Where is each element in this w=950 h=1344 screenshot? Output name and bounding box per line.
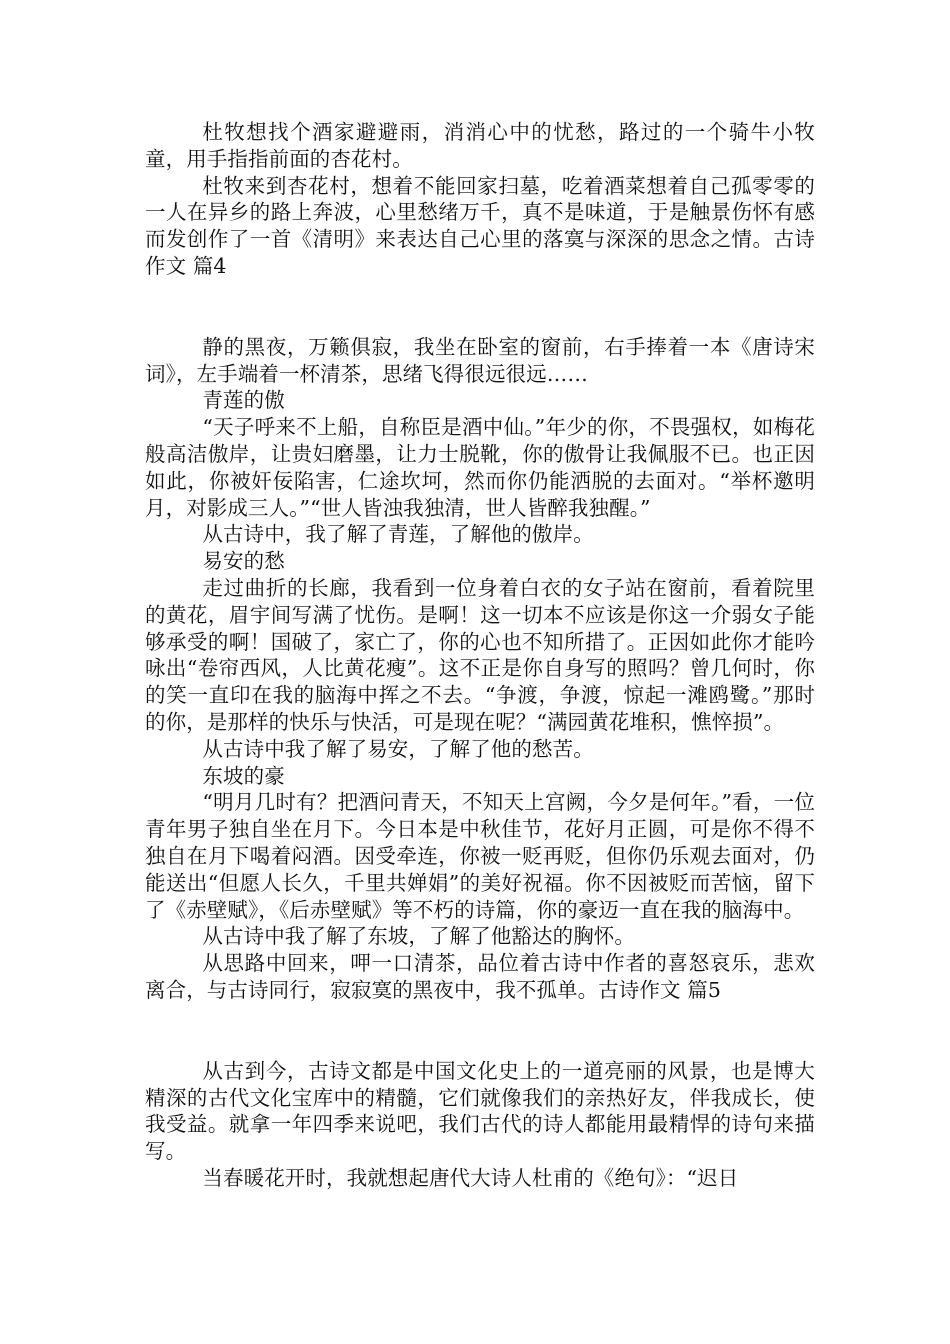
blank-space <box>145 1004 815 1058</box>
paragraph: 静的黑夜，万籁俱寂，我坐在卧室的窗前，右手捧着一本《唐诗宋词》，左手端着一杯清茶，思绪飞得很远很远…… <box>145 334 815 386</box>
paragraph: 从古诗中我了解了东坡，了解了他豁达的胸怀。 <box>202 924 635 949</box>
section-heading: 易安的愁 <box>202 549 285 574</box>
paragraph: 走过曲折的长廊，我看到一位身着白衣的女子站在窗前，看着院里的黄花，眉宇间写满了忧伤。是啊！这一切本不应该是你这一介弱女子能够承受的啊！国破了，家亡了，你的心也不知所措了。正因如此你才能吟咏出“卷帘西风，人比黄花瘦”。这不正是你自身写的照吗？曾几何时，你的笑一直印在我的脑海中挥之不去。“争渡，争渡，惊起一滩鸥鹭。”那时的你，是那样的快乐与快活，可是现在呢？“满园黄花堆积，憔悴损”。 <box>145 575 815 734</box>
section-heading: 青莲的傲 <box>202 388 285 413</box>
paragraph: 从古诗中我了解了易安，了解了他的愁苦。 <box>202 736 594 761</box>
paragraph: 从思路中回来，呷一口清茶，品位着古诗中作者的喜怒哀乐，悲欢离合，与古诗同行，寂寂寞的黑夜中，我不孤单。古诗作文 篇5 <box>145 951 815 1002</box>
paragraph: “明月几时有？把酒问青天，不知天上宫阙，今夕是何年。”看，一位青年男子独自坐在月下。今日本是中秋佳节，花好月正圆，可是你不得不独自在月下喝着闷酒。因受牵连，你被一贬再贬，但你仍乐观去面对，仍能送出“但愿人长久，千里共婵娟”的美好祝福。你不因被贬而苦恼，留下了《赤壁赋》，《后赤壁赋》等不朽的诗篇，你的豪迈一直在我的脑海中。 <box>145 790 815 922</box>
paragraph: 从古到今，古诗文都是中国文化史上的一道亮丽的风景，也是博大精深的古代文化宝库中的精髓，它们就像我们的亲热好友，伴我成长，使我受益。就拿一年四季来说吧，我们古代的诗人都能用最精悍的诗句来描写。 <box>145 1058 815 1164</box>
paragraph: 杜牧想找个酒家避避雨，消消心中的忧愁，路过的一个骑牛小牧童，用手指指前面的杏花村。 <box>145 120 815 171</box>
paragraph: “天子呼来不上船，自称臣是酒中仙。”年少的你，不畏强权，如梅花般高洁傲岸，让贵妇磨墨，让力士脱靴，你的傲骨让我佩服不已。也正因如此，你被奸佞陷害，仁途坎坷，然而你仍能洒脱的去面对。“举杯邀明月，对影成三人。”“世人皆浊我独清，世人皆醉我独醒。” <box>145 415 815 520</box>
paragraph: 从古诗中，我了解了青莲，了解他的傲岸。 <box>202 522 594 547</box>
section-heading: 东坡的豪 <box>202 763 285 788</box>
document-page <box>145 119 815 1192</box>
paragraph: 杜牧来到杏花村，想着不能回家扫墓，吃着酒菜想着自己孤零零的一人在异乡的路上奔波，心里愁绪万千，真不是味道，于是触景伤怀有感而发创作了一首《清明》来表达自己心里的落寞与深深的思念之情。古诗作文 篇4 <box>145 173 815 278</box>
paragraph: 当春暖花开时，我就想起唐代大诗人杜甫的《绝句》：“迟日 <box>202 1165 739 1190</box>
blank-space <box>145 280 815 334</box>
